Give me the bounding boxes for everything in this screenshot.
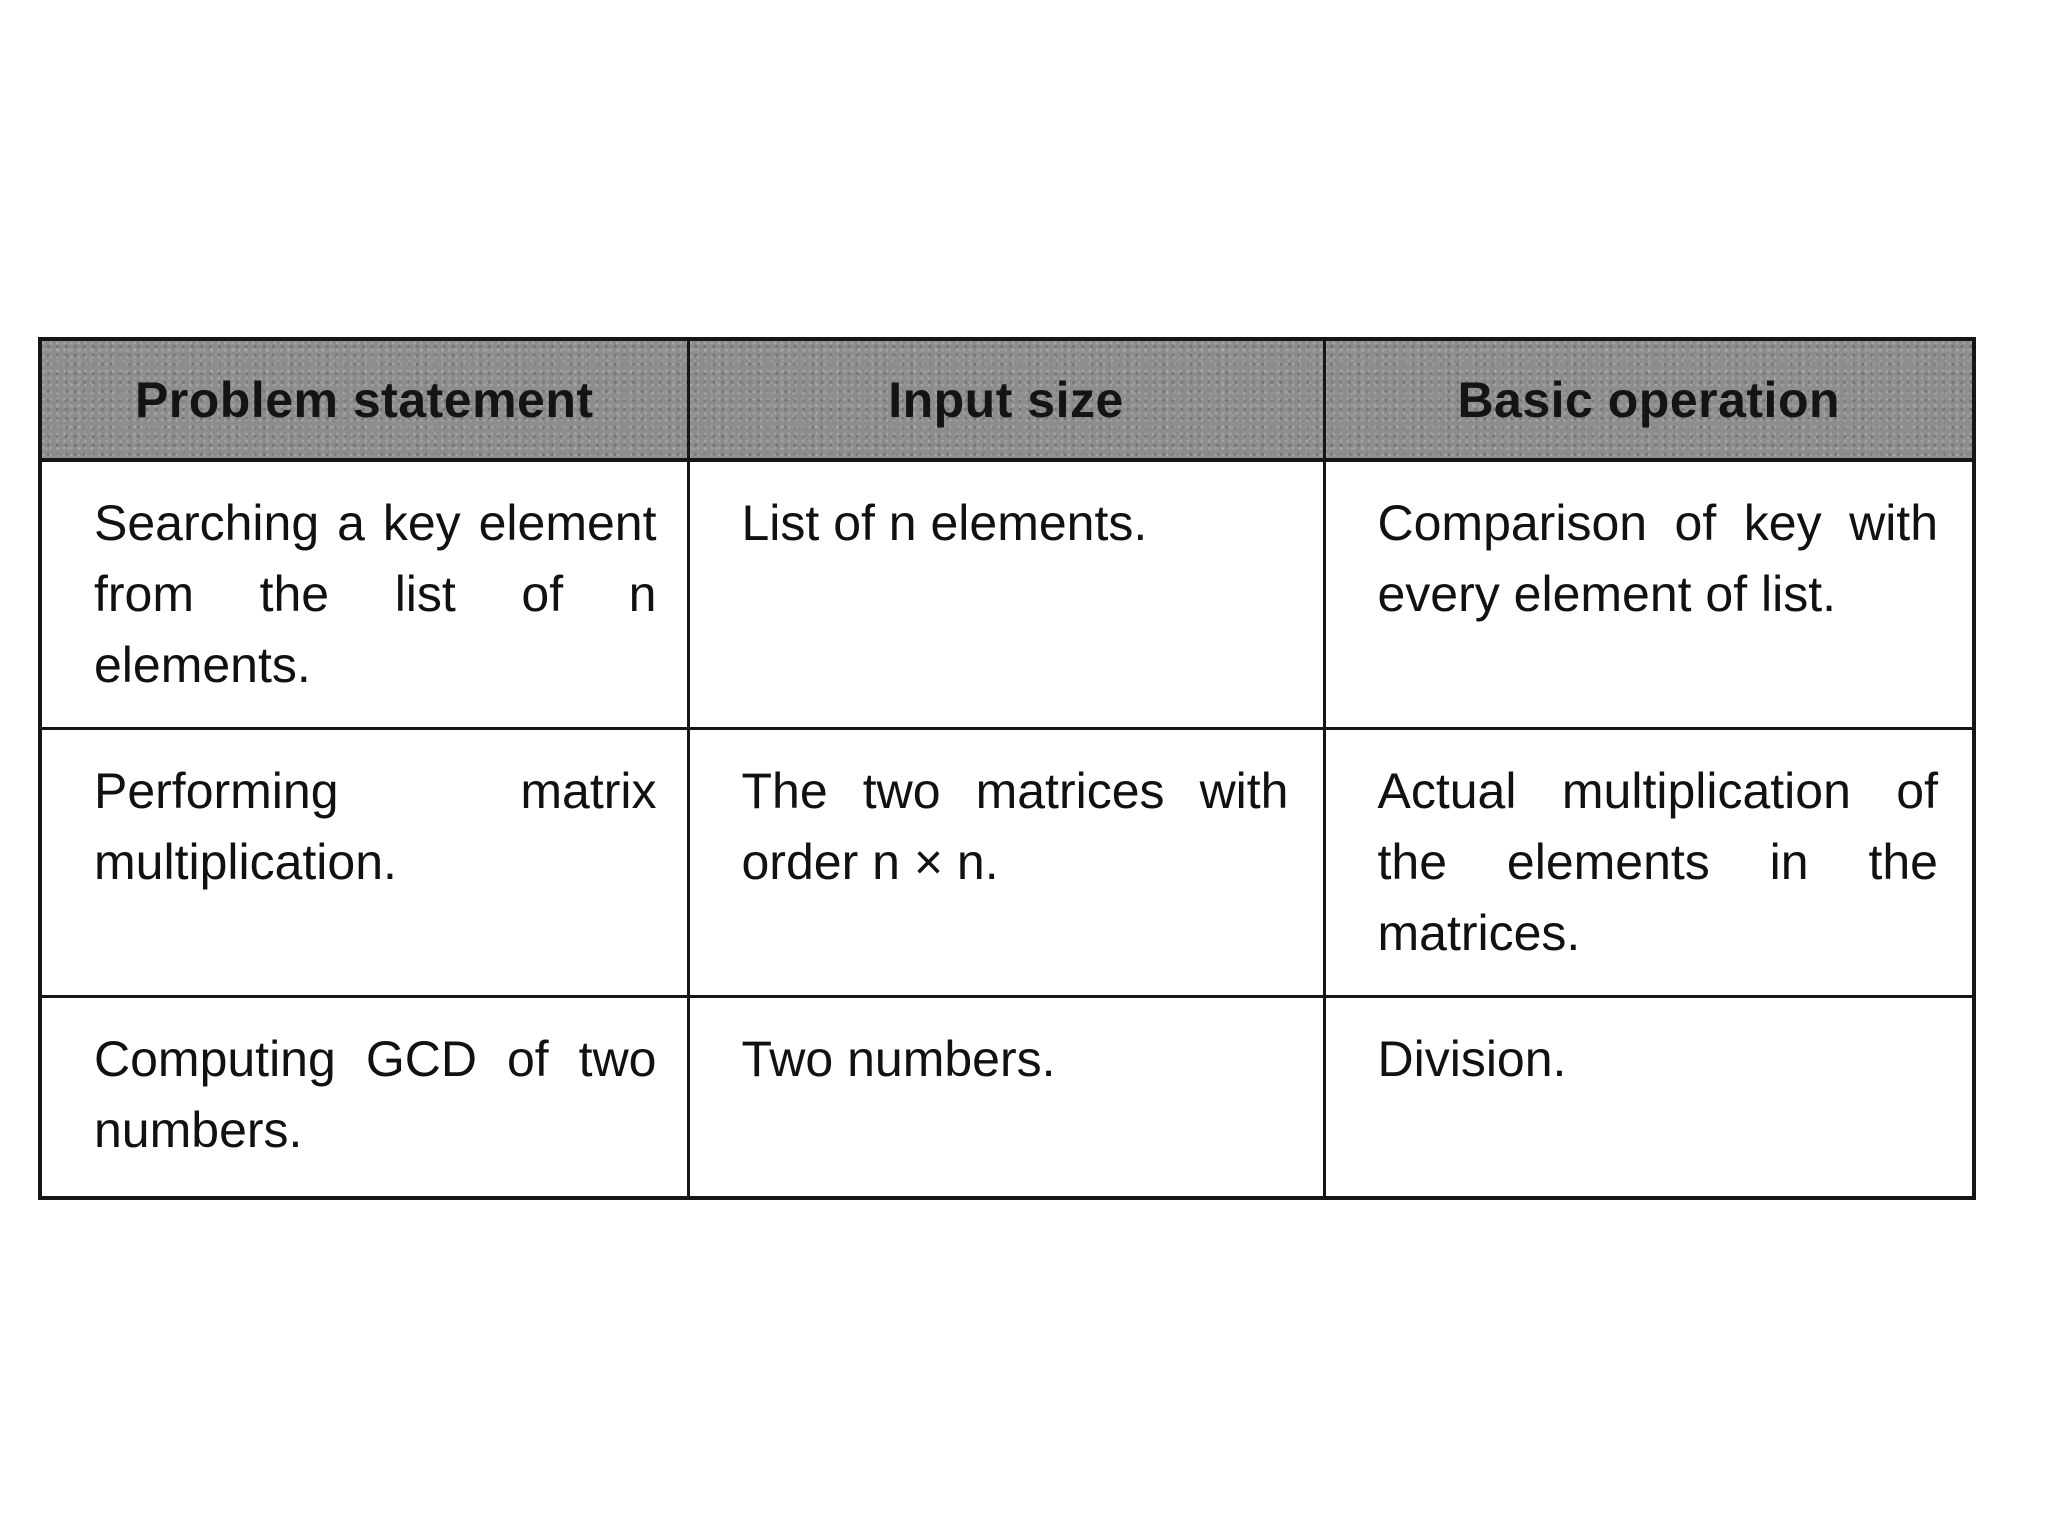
table-row xyxy=(40,997,1974,1199)
basic-operation-cell: Comparison of key with every element of list. xyxy=(1324,460,1974,729)
header-row xyxy=(40,339,1974,460)
header-problem-statement: Problem statement xyxy=(40,339,688,460)
problem-cell: Performing matrix multiplication. xyxy=(40,729,688,997)
header-input-size: Input size xyxy=(688,339,1324,460)
header-basic-operation: Basic operation xyxy=(1324,339,1974,460)
table-row xyxy=(40,460,1974,729)
problem-cell: Computing GCD of two numbers. xyxy=(40,997,688,1199)
basic-operation-cell: Actual multiplication of the elements in the matrices. xyxy=(1324,729,1974,997)
problem-table xyxy=(38,337,1976,1200)
basic-operation-cell: Division. xyxy=(1324,997,1974,1199)
input-size-cell: List of n elements. xyxy=(688,460,1324,729)
input-size-cell: Two numbers. xyxy=(688,997,1324,1199)
table-body xyxy=(40,460,1974,1198)
input-size-cell: The two matrices with order n × n. xyxy=(688,729,1324,997)
problem-cell: Searching a key element from the list of n elements. xyxy=(40,460,688,729)
table-row xyxy=(40,729,1974,997)
table-header xyxy=(40,339,1974,460)
